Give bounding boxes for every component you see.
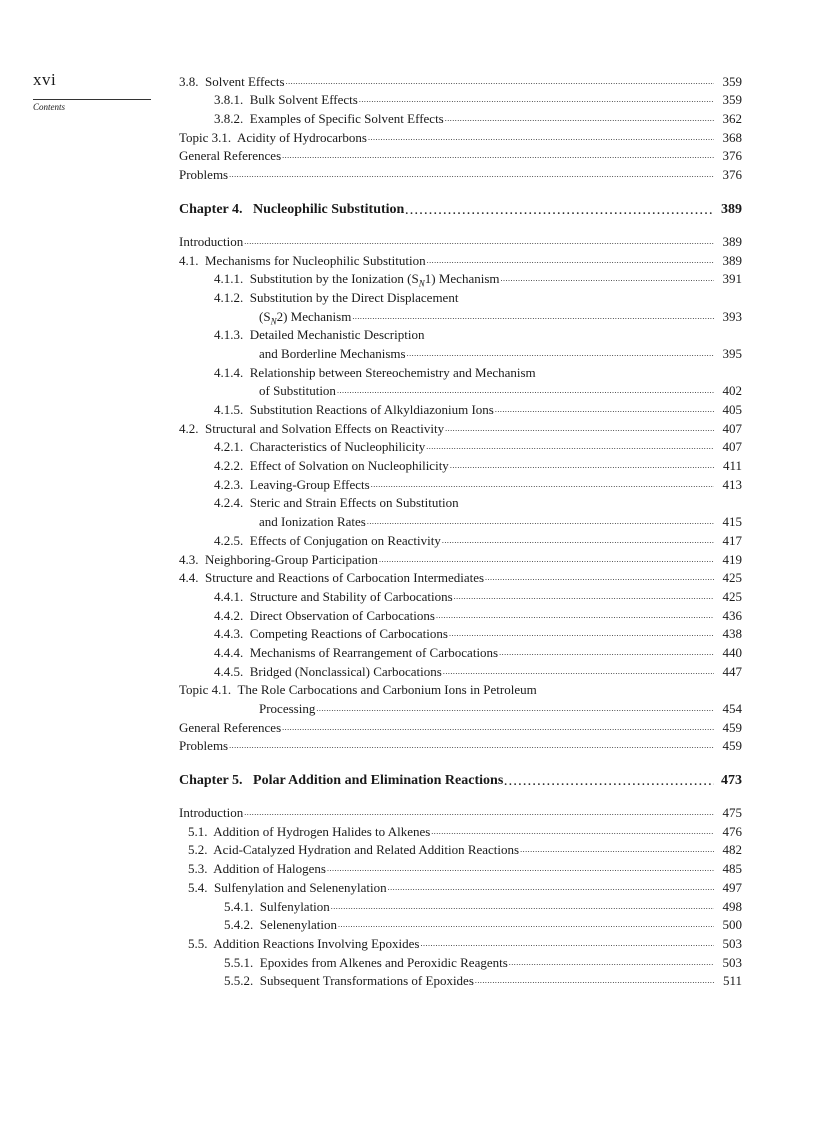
toc-entry-number: 4.4.3. <box>214 626 244 642</box>
toc-entry[interactable] <box>179 914 742 933</box>
toc-entry-page: 417 <box>722 532 742 548</box>
toc-entry[interactable] <box>179 735 742 754</box>
toc-entry-number: Topic 3.1. <box>179 129 232 145</box>
toc-entry-title: Effect of Solvation on Nucleophilicity <box>249 458 449 474</box>
toc-entry-number: 4.1.4. <box>214 364 244 380</box>
toc-entry[interactable] <box>179 951 742 970</box>
toc-entry[interactable] <box>179 876 742 895</box>
toc-entry-title: Mechanisms for Nucleophilic Substitution <box>205 252 426 268</box>
toc-entry-title: Detailed Mechanistic Description <box>249 327 425 343</box>
toc-entry-number: 5.4. <box>188 879 208 895</box>
toc-entry-number: 4.4.2. <box>214 607 244 623</box>
toc-entry-title: and Borderline Mechanisms <box>259 345 406 361</box>
toc-entry[interactable] <box>179 268 742 287</box>
toc-entry-page: 407 <box>722 439 742 455</box>
toc-entry-number: 4.2.3. <box>214 476 244 492</box>
toc-entry[interactable] <box>179 716 742 735</box>
toc-entry-continuation[interactable] <box>179 342 742 361</box>
toc-entry-title: Substitution by the Direct Displacement <box>249 289 459 305</box>
toc-entry-number: 4.4.5. <box>214 663 244 679</box>
toc-entry-title: Epoxides from Alkenes and Peroxidic Reagents <box>259 954 508 970</box>
toc-entry-title: Substitution Reactions of Alkyldiazonium Ions <box>249 402 494 417</box>
toc-entry[interactable] <box>179 641 742 660</box>
toc-entry-page: 359 <box>722 73 742 89</box>
toc-entry-continuation[interactable] <box>179 510 742 529</box>
toc-entry-title: Structure and Reactions of Carbocation Intermediates <box>205 570 485 586</box>
toc-entry-number: 4.2.1. <box>214 439 244 455</box>
toc-entry-page: 447 <box>722 663 742 679</box>
toc-entry-title: Introduction <box>179 805 244 821</box>
toc-entry-page: 376 <box>722 148 742 164</box>
toc-entry-title: Relationship between Stereochemistry and Mechanism <box>249 364 536 380</box>
toc-entry-number: 4.1.2. <box>214 289 244 305</box>
toc-entry-number: 4.2. <box>179 420 199 436</box>
toc-entry-page: 459 <box>722 719 742 735</box>
toc-entry[interactable] <box>179 623 742 642</box>
toc-entry-title: Bulk Solvent Effects <box>249 92 358 108</box>
toc-entry-number: 4.4. <box>179 570 199 586</box>
toc-entry-number: 4.4.1. <box>214 588 244 604</box>
subscript: N <box>418 278 425 289</box>
toc-entry-title: Addition of Halogens <box>213 861 326 877</box>
toc-entry-number: 4.1.5. <box>214 402 244 417</box>
toc-entry-title: Selenenylation <box>259 917 338 933</box>
toc-entry-title: Examples of Specific Solvent Effects <box>249 111 444 127</box>
toc-entry[interactable] <box>179 107 742 126</box>
toc-entry-number: 5.5.2. <box>224 973 254 989</box>
toc-entry-title: Substitution by the Ionization (S <box>249 271 419 287</box>
toc-entry-title: General References <box>179 148 282 164</box>
toc-entry-title: Effects of Conjugation on Reactivity <box>249 532 441 548</box>
toc-entry-number: 4.1.1. <box>214 271 244 287</box>
toc-entry-title: Competing Reactions of Carbocations <box>249 626 448 642</box>
toc-entry-title: Processing <box>259 701 316 716</box>
toc-entry-number: Topic 4.1. <box>179 682 232 698</box>
toc-entry-page: 393 <box>722 308 742 324</box>
toc-entry-title-rest: 2) Mechanism <box>276 308 352 324</box>
chapter-number: Chapter 5. <box>179 773 243 789</box>
toc-entry-page: 419 <box>722 551 742 567</box>
toc-entry-page: 425 <box>722 570 742 586</box>
chapter-title: Nucleophilic Substitution <box>253 202 405 218</box>
toc-entry[interactable] <box>179 286 742 305</box>
toc-entry-continuation[interactable] <box>179 305 742 327</box>
toc-entry[interactable] <box>179 548 742 567</box>
toc-entry[interactable] <box>179 820 742 839</box>
toc-entry-page: 407 <box>722 420 742 436</box>
toc-entry-title: Acid-Catalyzed Hydration and Related Addition Reactions <box>213 842 520 858</box>
toc-entry[interactable] <box>179 145 742 164</box>
toc-entry-title: of Substitution <box>259 383 336 399</box>
toc-entry-page: 482 <box>722 842 742 858</box>
toc-entry[interactable] <box>179 361 742 380</box>
toc-entry-page: 485 <box>722 861 742 877</box>
toc-entry-continuation[interactable] <box>179 697 742 716</box>
toc-entry-title: Structural and Solvation Effects on Reactivity <box>205 420 445 436</box>
toc-entry-page: 497 <box>722 879 742 895</box>
toc-entry-title: Characteristics of Nucleophilicity <box>249 439 426 455</box>
page-margin <box>33 70 151 112</box>
toc-entry[interactable] <box>179 436 742 455</box>
toc-entry-title: Subsequent Transformations of Epoxides <box>259 973 474 989</box>
toc-entry-page: 389 <box>722 233 742 249</box>
table-of-contents <box>179 70 742 988</box>
toc-entry-number: 5.3. <box>188 861 208 877</box>
toc-entry-number: 5.4.1. <box>224 898 254 914</box>
toc-entry-title: Neighboring-Group Participation <box>205 551 378 567</box>
toc-entry-number: 4.1. <box>179 252 199 268</box>
toc-entry[interactable] <box>179 230 742 249</box>
toc-entry[interactable] <box>179 249 742 268</box>
toc-entry-page: 413 <box>722 476 742 492</box>
toc-entry-page: 411 <box>722 458 742 474</box>
toc-entry-title: Structure and Stability of Carbocations <box>249 588 453 604</box>
toc-entry-number: 3.8. <box>179 73 199 89</box>
toc-entry[interactable] <box>179 895 742 914</box>
chapter-page: 389 <box>721 202 742 218</box>
toc-entry-title: Direct Observation of Carbocations <box>249 607 435 623</box>
toc-entry-title: General References <box>179 719 282 735</box>
toc-entry-title: (S <box>259 308 271 324</box>
toc-entry-title: and Ionization Rates <box>259 514 366 530</box>
subscript: N <box>270 316 277 327</box>
toc-entry-title: Bridged (Nonclassical) Carbocations <box>249 663 442 679</box>
toc-entry[interactable] <box>179 417 742 436</box>
toc-entry-title: Acidity of Hydrocarbons <box>236 129 367 145</box>
toc-entry[interactable] <box>179 529 742 548</box>
toc-entry[interactable] <box>179 473 742 492</box>
toc-entry-title: Sulfenylation <box>259 898 330 914</box>
toc-entry-page: 503 <box>722 935 742 951</box>
toc-entry-page: 440 <box>722 644 742 660</box>
toc-entry-page: 500 <box>722 917 742 933</box>
toc-entry-page: 454 <box>722 701 742 716</box>
toc-entry-title: Sulfenylation and Selenenylation <box>214 879 387 895</box>
toc-entry-page: 376 <box>722 167 742 183</box>
toc-entry-number: 4.2.5. <box>214 532 244 548</box>
toc-entry[interactable] <box>179 398 742 417</box>
toc-entry-title: Addition of Hydrogen Halides to Alkenes <box>213 823 431 839</box>
toc-entry-page: 503 <box>722 954 742 970</box>
toc-entry[interactable] <box>179 585 742 604</box>
toc-entry-page: 405 <box>722 402 742 417</box>
toc-entry-title: Solvent Effects <box>205 73 285 89</box>
toc-entry-number: 3.8.1. <box>214 92 244 108</box>
toc-entry-number: 5.4.2. <box>224 917 254 933</box>
toc-entry-number: 4.1.3. <box>214 327 244 343</box>
toc-entry-continuation[interactable] <box>179 380 742 399</box>
toc-entry[interactable] <box>179 970 742 989</box>
toc-entry-page: 395 <box>722 345 742 361</box>
toc-entry-number: 5.1. <box>188 823 208 839</box>
toc-entry[interactable] <box>179 126 742 145</box>
toc-entry-number: 5.5.1. <box>224 954 254 970</box>
chapter-title: Polar Addition and Elimination Reactions <box>253 773 504 789</box>
toc-entry[interactable] <box>179 660 742 679</box>
toc-entry-number: 5.2. <box>188 842 208 858</box>
toc-entry[interactable] <box>179 70 742 89</box>
toc-entry[interactable] <box>179 324 742 343</box>
toc-entry-page: 391 <box>722 271 742 287</box>
toc-entry-title: Steric and Strain Effects on Substitution <box>249 495 459 511</box>
chapter-page: 473 <box>721 773 742 789</box>
toc-entry-page: 415 <box>722 514 742 530</box>
toc-entry[interactable] <box>179 604 742 623</box>
toc-entry-title-rest: 1) Mechanism <box>424 271 500 287</box>
toc-entry[interactable] <box>179 89 742 108</box>
toc-entry[interactable] <box>179 932 742 951</box>
toc-entry-number: 4.4.4. <box>214 644 244 660</box>
toc-entry-title: Introduction <box>179 233 244 249</box>
toc-entry[interactable] <box>179 679 742 698</box>
toc-entry[interactable] <box>179 454 742 473</box>
toc-entry-title: Addition Reactions Involving Epoxides <box>213 935 420 951</box>
toc-chapter-heading[interactable] <box>179 195 742 217</box>
toc-entry[interactable] <box>179 839 742 858</box>
toc-entry-page: 438 <box>722 626 742 642</box>
toc-entry[interactable] <box>179 163 742 182</box>
toc-entry-number: 4.2.4. <box>214 495 244 511</box>
toc-entry-page: 368 <box>722 129 742 145</box>
toc-entry-page: 511 <box>722 973 742 989</box>
page-number: xvi <box>33 70 57 89</box>
toc-entry-title: Mechanisms of Rearrangement of Carbocations <box>249 644 499 660</box>
toc-entry-title: Leaving-Group Effects <box>249 476 370 492</box>
toc-entry-number: 3.8.2. <box>214 111 244 127</box>
toc-entry-page: 498 <box>722 898 742 914</box>
toc-entry-number: 4.2.2. <box>214 458 244 474</box>
toc-entry-page: 362 <box>722 111 742 127</box>
toc-entry-page: 389 <box>722 252 742 268</box>
toc-entry-page: 359 <box>722 92 742 108</box>
chapter-number: Chapter 4. <box>179 202 243 218</box>
toc-entry-title: The Role Carbocations and Carbonium Ions in Petroleum <box>237 682 537 698</box>
toc-entry[interactable] <box>179 567 742 586</box>
toc-entry-page: 402 <box>722 383 742 399</box>
toc-entry-page: 476 <box>722 823 742 839</box>
toc-entry-number: 5.5. <box>188 935 208 951</box>
toc-entry-page: 475 <box>722 805 742 821</box>
toc-entry[interactable] <box>179 857 742 876</box>
margin-rule <box>33 99 151 100</box>
toc-chapter-heading[interactable] <box>179 766 742 788</box>
toc-entry-title: Problems <box>179 167 229 183</box>
toc-entry-page: 425 <box>722 588 742 604</box>
toc-entry[interactable] <box>179 492 742 511</box>
toc-entry-title: Problems <box>179 738 229 754</box>
toc-entry-page: 436 <box>722 607 742 623</box>
toc-entry-number: 4.3. <box>179 551 199 567</box>
running-head: Contents <box>33 102 66 112</box>
toc-entry-page: 459 <box>722 738 742 754</box>
toc-entry[interactable] <box>179 801 742 820</box>
